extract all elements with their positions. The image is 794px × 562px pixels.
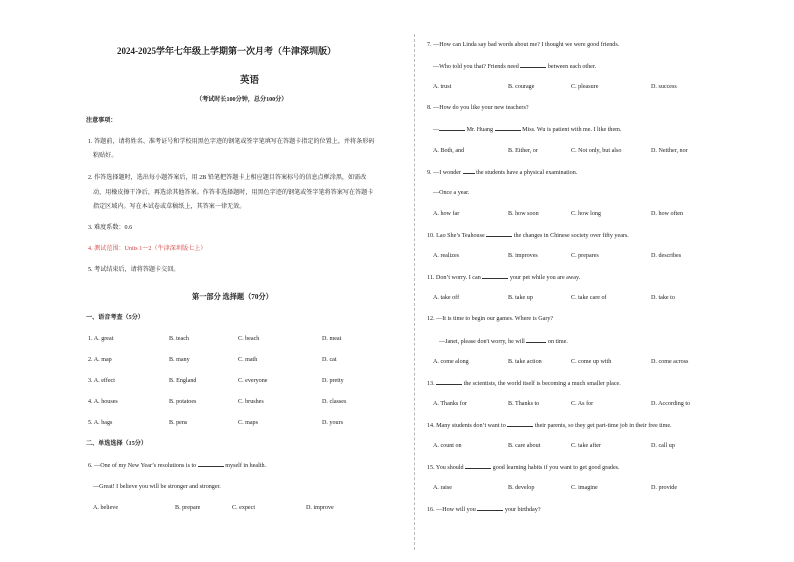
question-text: between each other.	[547, 64, 597, 70]
question-option: C. Not only, but also	[571, 148, 622, 154]
phonics-option: 2. A. map	[88, 357, 112, 363]
answer-blank	[198, 461, 224, 467]
question-option: A. count on	[433, 443, 462, 449]
question-text: 13.	[427, 381, 437, 387]
question-9-line-1	[427, 168, 577, 177]
phonics-option: B. teach	[169, 336, 189, 342]
question-option: D. improve	[306, 505, 334, 511]
answer-blank	[486, 231, 512, 237]
question-option: C. take after	[571, 443, 601, 449]
question-option: D. According to	[651, 401, 691, 407]
question-option: C. As for	[571, 401, 594, 407]
answer-blank	[436, 379, 462, 385]
phonics-option: C. math	[238, 357, 258, 363]
question-option: A. realizes	[433, 253, 460, 259]
question-option: C. take care of	[571, 295, 607, 301]
note-4-test-scope: 4. 测试范围：Units 1～2（牛津深圳版七上）	[88, 246, 207, 252]
question-option: B. take up	[508, 295, 533, 301]
question-option: D. describes	[651, 253, 682, 259]
question-text: the students have a physical examination.	[476, 170, 578, 176]
phonics-option: 1. A. great	[88, 336, 114, 342]
question-15	[427, 463, 620, 472]
section-single-choice-heading: 二、单选选择（15分）	[86, 441, 147, 447]
question-text: —Janet, please don't worry, he will	[439, 339, 525, 345]
phonics-option: D. classes	[322, 399, 347, 405]
question-text: the scientists, the world itself is becoming a much smaller place.	[463, 381, 621, 387]
question-7-line-1: 7. —How can Linda say bad words about me? I thought we were good friends.	[427, 42, 620, 48]
answer-blank	[463, 168, 475, 174]
question-12-line-1: 12. —It is time to begin our games. Where is Gary?	[427, 316, 554, 322]
question-14	[427, 421, 672, 430]
question-16	[427, 505, 541, 514]
question-6-line-2: —Great! I believe you will be stronger and stronger.	[93, 484, 221, 490]
question-7-line-2	[433, 62, 596, 71]
question-text: 16. —How will you	[427, 507, 476, 513]
question-option: A. come along	[433, 359, 469, 365]
question-text: good learning habits if you want to get good grades.	[492, 465, 620, 471]
answer-blank	[495, 125, 521, 131]
question-text: 9. —I wonder	[427, 170, 462, 176]
question-text: Miss. Wu is patient with me. I like them.	[522, 127, 622, 133]
question-text: 6. —One of my New Year’s resolutions is to	[88, 463, 197, 469]
question-option: A. trust	[433, 84, 452, 90]
note-5: 5. 考试结束后，请将答题卡交回。	[88, 267, 180, 273]
exam-title: 2024-2025学年七年级上学期第一次月考（牛津深圳版）	[117, 46, 336, 56]
question-option: C. pleasure	[571, 84, 599, 90]
question-option: B. take action	[508, 359, 542, 365]
phonics-option: B. England	[169, 378, 197, 384]
phonics-option: C. everyone	[238, 378, 268, 384]
exam-info: （考试时长100分钟，总分100分）	[196, 97, 288, 103]
question-option: B. develop	[508, 485, 535, 491]
question-option: C. come up with	[571, 359, 612, 365]
section-phonics-heading: 一、语音考查（5分）	[86, 315, 144, 321]
question-option: B. courage	[508, 84, 535, 90]
column-divider	[414, 34, 415, 550]
question-text: —	[433, 127, 440, 133]
answer-blank	[482, 273, 508, 279]
question-option: A. Both, and	[433, 148, 465, 154]
notes-heading: 注意事项：	[86, 118, 117, 124]
question-10	[427, 231, 629, 240]
answer-blank	[465, 463, 491, 469]
question-text: your birthday?	[504, 507, 541, 513]
question-option: D. come across	[651, 359, 689, 365]
answer-blank	[477, 505, 503, 511]
question-option: A. believe	[93, 505, 119, 511]
note-2-line-3: 指定区域内。写在本试卷或草稿纸上，其答案一律无效。	[93, 204, 246, 210]
question-option: D. success	[651, 84, 677, 90]
phonics-option: D. cat	[322, 357, 337, 363]
phonics-option: C. maps	[238, 420, 258, 426]
phonics-option: D. meat	[322, 336, 342, 342]
note-1-line-2: 粘贴好。	[93, 153, 118, 159]
phonics-option: D. yours	[322, 420, 343, 426]
answer-blank	[520, 62, 546, 68]
question-option: D. Neither, nor	[651, 148, 688, 154]
question-option: A. take off	[433, 295, 460, 301]
phonics-option: C. brushes	[238, 399, 264, 405]
phonics-option: 4. A. houses	[88, 399, 118, 405]
question-option: B. care about	[508, 443, 541, 449]
note-3: 3. 难度系数：0.6	[88, 225, 133, 231]
question-6-line-1	[88, 461, 266, 470]
question-text: Mr. Huang	[466, 127, 494, 133]
question-option: A. raise	[433, 485, 452, 491]
note-2-line-2: 动，用橡皮擦干净后，再选涂其他答案。作答非选择题时，用黑色字迹的钢笔或签字笔将答案写在答题卡	[93, 190, 374, 196]
question-option: A. Thanks for	[433, 401, 467, 407]
phonics-option: C. beach	[238, 336, 260, 342]
question-option: B. prepare	[175, 505, 201, 511]
question-12-line-2	[439, 337, 568, 346]
question-option: D. call up	[651, 443, 675, 449]
question-text: 15. You should	[427, 465, 464, 471]
question-13	[427, 379, 621, 388]
answer-blank	[526, 337, 546, 343]
subject-title: 英语	[240, 76, 260, 86]
phonics-option: 3. A. effect	[88, 378, 115, 384]
question-option: D. how often	[651, 211, 683, 217]
note-1-line-1: 1. 答题前，请将姓名、准考证号和学校用黑色字迹的钢笔或签字笔填写在答题卡指定的位置上，并将条形码	[88, 139, 375, 145]
question-text: their parents, so they get part-time job in their free time.	[534, 423, 672, 429]
phonics-option: D. pretty	[322, 378, 344, 384]
note-2-line-1: 2. 作答选择题时，选出每小题答案后，用 2B 铅笔把答题卡上相应题目答案标号的信息点框涂黑，如需改	[88, 175, 367, 181]
question-8-line-2	[433, 125, 621, 134]
question-option: C. prepares	[571, 253, 599, 259]
question-option: B. Thanks to	[508, 401, 540, 407]
question-text: on time.	[547, 339, 568, 345]
answer-blank	[507, 421, 533, 427]
question-option: B. improves	[508, 253, 538, 259]
question-text: myself in health.	[225, 463, 267, 469]
answer-blank	[439, 125, 465, 131]
question-option: B. Either, or	[508, 148, 538, 154]
phonics-option: 5. A. bags	[88, 420, 113, 426]
question-text: the changes in Chinese society over fifty years.	[513, 233, 629, 239]
question-9-line-2: —Once a year.	[433, 190, 470, 196]
phonics-option: B. potatoes	[169, 399, 197, 405]
question-option: B. how soon	[508, 211, 539, 217]
question-text: 10. Lao She’s Teahouse	[427, 233, 485, 239]
question-option: D. provide	[651, 485, 678, 491]
question-option: A. how far	[433, 211, 460, 217]
question-text: 14. Many students don’t want to	[427, 423, 506, 429]
question-11	[427, 273, 580, 282]
phonics-option: B. many	[169, 357, 190, 363]
question-text: —Who told you that? Friends need	[433, 64, 519, 70]
question-8-line-1: 8. —How do you like your new teachers?	[427, 105, 529, 111]
question-text: your pet while you are away.	[509, 275, 581, 281]
question-option: D. take to	[651, 295, 675, 301]
phonics-option: B. pens	[169, 420, 188, 426]
part1-heading: 第一部分 选择题（70分）	[192, 293, 273, 301]
question-option: C. expect	[232, 505, 256, 511]
question-text: 11. Don’t worry. I can	[427, 275, 481, 281]
question-option: C. imagine	[571, 485, 598, 491]
question-option: C. how long	[571, 211, 601, 217]
